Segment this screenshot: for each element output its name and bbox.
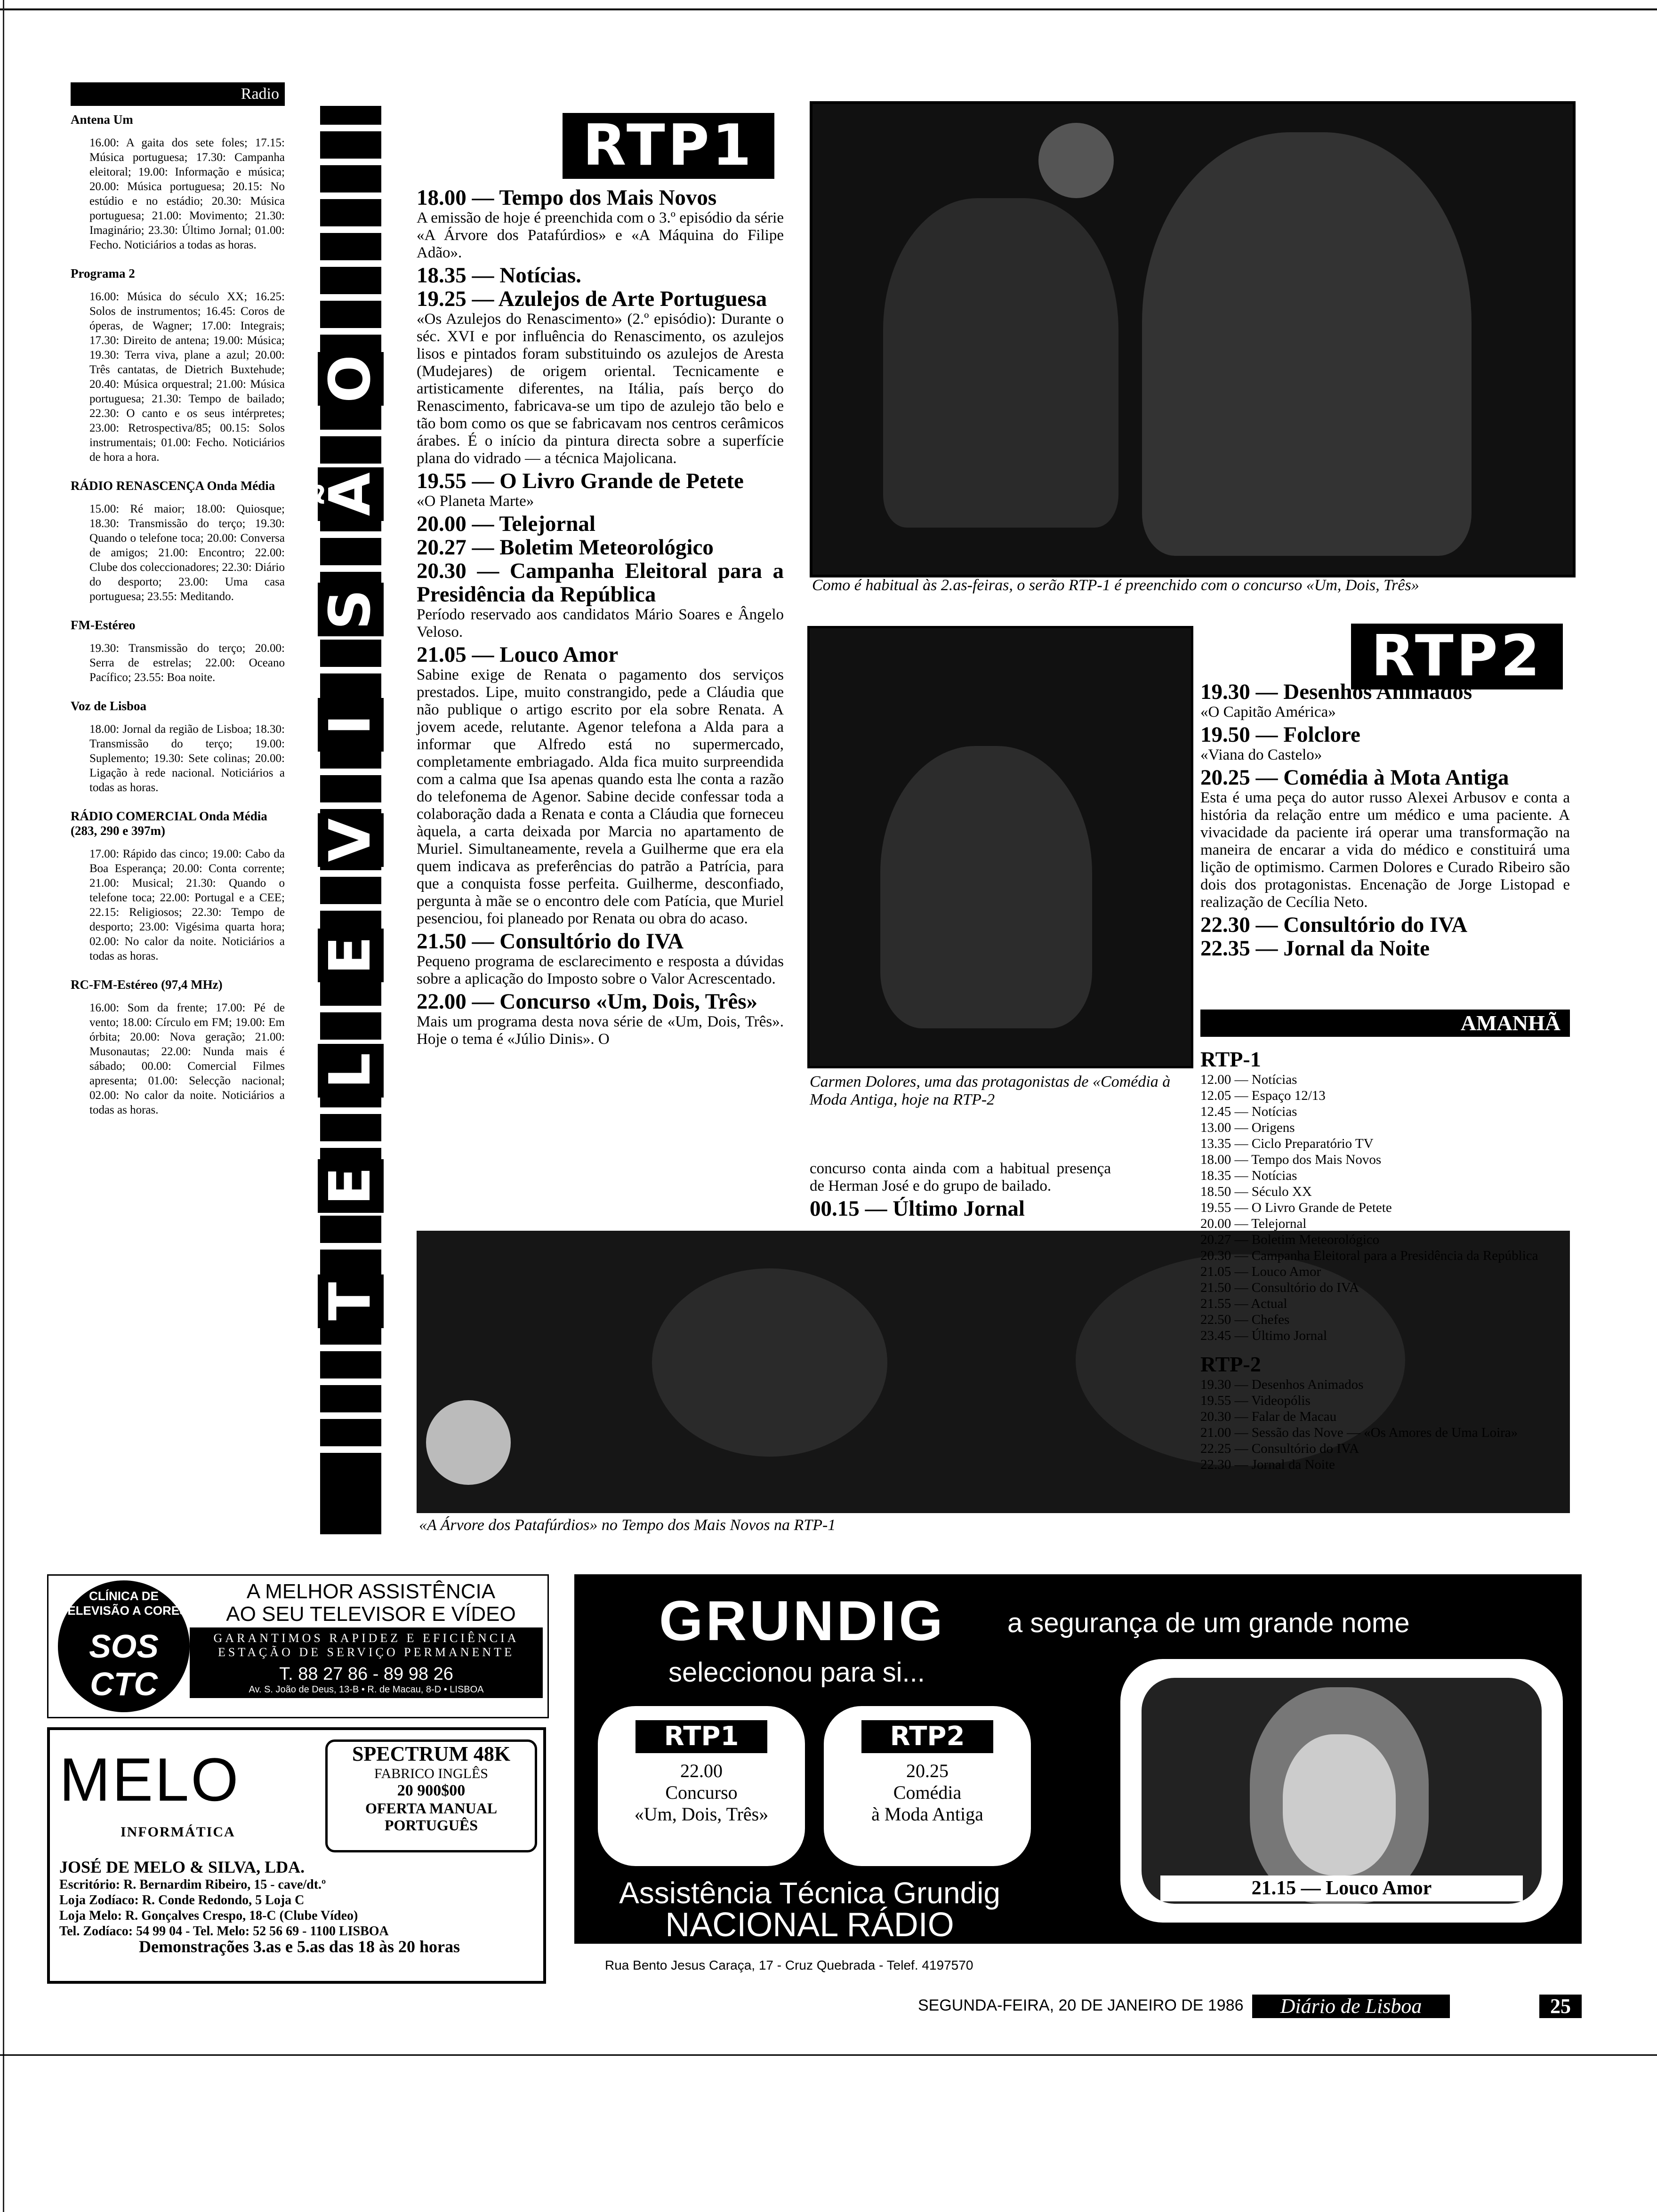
grundig-tv-screen [1142,1678,1542,1904]
radio-station-name: Programa 2 [71,266,135,281]
rtp2-program-list [1200,680,1570,960]
photo-shape [1038,123,1114,198]
banner-stripe [320,1243,381,1250]
banner-stripe [320,531,381,538]
melo-box-line3: OFERTA MANUAL PORTUGUÊS [365,1800,498,1834]
amanha-item: 12.05 — Espaço 12/13 [1200,1088,1326,1103]
rtp1-continuation [810,1160,1111,1220]
melo-addr-1: Escritório: R. Bernardim Ribeiro, 15 - cave/dt.º [59,1877,326,1892]
banner-stripe [320,769,381,775]
amanha-item: 18.00 — Tempo dos Mais Novos [1200,1152,1382,1167]
banner-stripe [320,226,381,233]
melo-box-line2: 20 900$00 [397,1782,466,1799]
amanha-rtp1-label: RTP-1 [1200,1047,1261,1071]
program-description: concurso conta ainda com a habitual presença de Herman José e do grupo de bailado. [810,1160,1111,1194]
program-title: 20.27 — Boletim Meteorológico [417,535,714,560]
grundig-radio: NACIONAL RÁDIO [665,1906,954,1944]
rtp1-logo: RTP1 [563,113,774,179]
grundig-brand: GRUNDIG [659,1589,946,1652]
radio-header: Radio [71,82,285,106]
melo-company: JOSÉ DE MELO & SILVA, LDA. [59,1858,305,1876]
photo-shape [652,1268,887,1457]
radio-station-name: RÁDIO COMERCIAL Onda Média (283, 290 e 397m) [71,809,267,838]
grundig-tv-rtp2 [824,1706,1031,1866]
radio-station-schedule: 18.00: Jornal da região de Lisboa; 18.30: Transmissão do terço; 19.00: Suplemento; 19.30: Sete colinas; 20.00: Ligação à rede nacional. Noticiários a todas as horas. [89,723,285,794]
program-description: «O Planeta Marte» [417,493,534,510]
banner-letter: E [318,1159,384,1213]
program-title: 00.15 — Último Jornal [810,1196,1025,1221]
left-edge-line [3,0,4,2212]
amanha-item: 21.05 — Louco Amor [1200,1264,1321,1279]
banner-letter: Ã [318,467,384,521]
footer-date: SEGUNDA-FEIRA, 20 DE JANEIRO DE 1986 [918,1996,1244,2014]
amanha-rtp2-items [1200,1377,1570,1473]
grundig-tv2-line1: Comédia [893,1782,962,1803]
sos-address: Av. S. João de Deus, 13-B • R. de Macau, 8-D • LISBOA [249,1684,484,1695]
program-title: 20.25 — Comédia à Mota Antiga [1200,765,1509,790]
grundig-tv1-time: 22.00 [680,1760,723,1781]
melo-logo: MELO [59,1745,241,1814]
grundig-tv2-time: 20.25 [906,1760,949,1781]
program-description: «O Capitão América» [1200,704,1336,721]
caption-arvore: «A Árvore dos Patafúrdios» no Tempo dos Mais Novos na RTP-1 [419,1516,836,1534]
radio-station-schedule: 15.00: Ré maior; 18.00: Quiosque; 18.30: Transmissão do terço; 19.30: Quando o telefone toca; 20.00: Conversa de amigos; 21.00: Encontro; 22.00: Clube dos coleccionadores; 22.30: Diário do desporto; 23.00: Uma casa portuguesa; 23.55: Meditando. [89,503,285,603]
grundig-tv-rtp1 [598,1706,805,1866]
amanha-item: 20.27 — Boletim Meteorológico [1200,1232,1380,1247]
television-banner [320,106,381,1534]
photo-shape [1142,132,1472,556]
amanha-item: 18.35 — Notícias [1200,1168,1297,1183]
banner-letter: T [318,1274,384,1328]
amanha-item: 19.55 — Videopólis [1200,1393,1311,1408]
rtp2-logo: RTP2 [1351,624,1563,689]
amanha-item: 20.00 — Telejornal [1200,1216,1307,1231]
sos-phone: T. 88 27 86 - 89 98 26 [279,1664,453,1684]
radio-station-list [71,112,285,1117]
radio-station-schedule: 16.00: A gaita dos sete foles; 17.15: Música portuguesa; 17.30: Campanha eleitoral; 19.00: Informação e música; 20.00: Música portuguesa; 20.15: No estúdio e no estádio; 20.30: Música portuguesa; 21.00: Movimento; 21.30: Imaginário; 23.30: Último Jornal; 01.00: Fecho. Noticiários a todas as horas. [89,136,285,251]
banner-letter: S [318,583,384,636]
banner-stripe [320,802,381,809]
photo-shape [426,1400,511,1485]
program-title: 21.50 — Consultório do IVA [417,929,684,954]
footer-rule [0,2054,1657,2056]
photo-carmen-dolores [807,626,1193,1068]
grundig-tv-set [1120,1659,1563,1923]
radio-station-schedule: 17.00: Rápido das cinco; 19.00: Cabo da Boa Esperança; 20.00: Conta corrente; 21.00: Musical; 21.30: Quando o telefone toca; 22.00: Portugal e a CEE; 22.15: Religiosos; 22.30: Tempo de desporto; 23.00: Vigésima quarta hora; 02.00: No calor da noite. Noticiários a todas as horas. [89,848,285,962]
sos-headline-1: A MELHOR ASSISTÊNCIA [246,1580,496,1603]
melo-addr-3: Loja Melo: R. Gonçalves Crespo, 18-C (Clube Vídeo) [59,1908,358,1923]
amanha-rtp1-items [1200,1072,1570,1344]
melo-contacts [59,1857,539,1955]
radio-column [71,82,285,1131]
program-description: «Viana do Castelo» [1200,746,1322,763]
amanha-item: 22.30 — Jornal da Noite [1200,1457,1335,1472]
program-description: A emissão de hoje é preenchida com o 3.º episódio da série «A Árvore dos Patafúrdios» e «A Máquina do Filipe Adão». [417,209,784,261]
program-title: 21.05 — Louco Amor [417,642,619,667]
caption-carmen-dolores: Carmen Dolores, uma das protagonistas de «Comédia à Moda Antiga, hoje na RTP-2 [810,1073,1171,1108]
banner-stripe [320,565,381,572]
melo-addr-2: Loja Zodíaco: R. Conde Redondo, 5 Loja C [59,1893,305,1907]
amanha-header: AMANHÃ [1200,1010,1570,1037]
melo-box-line1: FABRICO INGLÊS [374,1766,488,1781]
banner-stripe [320,328,381,335]
banner-stripe [320,1141,381,1148]
program-description: Esta é uma peça do autor russo Alexei Arbusov e conta a história da relação entre um médico e uma paciente. A vivacidade da paciente irá operar uma transformação na maneira de encarar a vida do médico e constituirá uma lição de optimismo. Carmen Dolores e Curado Ribeiro são dois dos protagonistas. Encenação de Jorge Listopad e realização de Cecília Neto. [1200,789,1570,911]
banner-stripe [320,294,381,301]
melo-sub: INFORMÁTICA [121,1824,235,1840]
grundig-address: Rua Bento Jesus Caraça, 17 - Cruz Quebrada - Telef. 4197570 [605,1958,973,1972]
banner-letter: E [318,929,384,982]
rtp1-program-list [417,186,784,1050]
photo-shape [883,198,1118,528]
amanha-item: 13.35 — Ciclo Preparatório TV [1200,1136,1374,1151]
amanha-item: 20.30 — Falar de Macau [1200,1409,1337,1424]
banner-letter: I [318,698,384,752]
amanha-item: 20.30 — Campanha Eleitoral para a Presidência da República [1200,1248,1538,1263]
melo-offer-box [325,1739,537,1852]
banner-stripe [320,192,381,199]
amanha-item: 19.55 — O Livro Grande de Petete [1200,1200,1392,1215]
program-description: Sabine exige de Renata o pagamento dos serviços prestados. Lipe, muito constrangido, pede a Cláudia que não publique o artigo escrito por ela sobre Renata. A jovem acede, relutante. Agenor telefona a Alda para a informar que Alfredo está no supermercado, completamente embriagado. Alda fica muito surpreendida com a calma que Isa apenas quando esta lhe conta a razão do telefonema de Agenor. Sabine decide confessar toda a colaboração dada a Renata e conta a Cláudia que forneceu àquela, a carta deixada por Marcia no apartamento de Muriel. Simultaneamente, revela a Guilherme que era ela quem indicava as preferências do patrão a Patrícia, para que a conquista fosse perfeita. Guilherme, desconfiado, pergunta à mãe se o encontro dele com Patícia, que Muriel pesenciou, foi planeado por Renata ou obra do acaso. [417,666,784,927]
ad-sos-ctc [47,1574,549,1718]
grundig-tv2-logo: RTP2 [861,1720,993,1753]
program-description: «Os Azulejos do Renascimento» (2.º episódio): Durante o séc. XVI e por influência do Renascimento, os azulejos lisos e pintados foram substituindo os azulejos de Aresta (Mudejares) de origem oriental. Tecnicamente e artisticamente diferentes, na Itália, país berço do Renascimento, fabricava-se um tipo de azulejo tão belo e tão bom como os que se fabricavam nos centros cerâmicos árabes. É o início da pintura directa sobre a superfície plana do vidrado — a técnica Majolicana. [417,311,784,467]
program-description: Pequeno programa de esclarecimento e resposta a dúvidas sobre a aplicação do Imposto sobre o Valor Acrescentado. [417,953,784,987]
banner-letter: V [318,813,384,867]
top-rule [0,8,1657,10]
melo-box-title: SPECTRUM 48K [352,1742,511,1765]
amanha-item: 12.00 — Notícias [1200,1072,1297,1087]
program-title: 22.30 — Consultório do IVA [1200,913,1468,937]
banner-stripe [320,430,381,436]
banner-stripe [320,870,381,877]
banner-stripe [320,1345,381,1351]
footer-page-number: 25 [1539,1995,1582,2018]
sos-black-box [190,1627,543,1698]
banner-stripe [320,1378,381,1385]
program-title: 19.50 — Folclore [1200,722,1360,747]
radio-station-schedule: 16.00: Som da frente; 17.00: Pé de vento; 18.00: Círculo em FM; 19.00: Em órbita; 20.00: Nova geração; 21.00: Musonautas; 22.00: Nunda mais é sábado; 00.00: Comercial Filmes apresenta; 01.00: Selecção nacional; 02.00: No calor da noite. Noticiários a todas as horas. [89,1002,285,1116]
radio-station-name: RC-FM-Estéreo (97,4 MHz) [71,978,223,992]
program-title: 18.35 — Notícias. [417,263,581,288]
amanha-item: 22.25 — Consultório do IVA [1200,1441,1359,1456]
sos-line-1: GARANTIMOS RAPIDEZ E EFICIÊNCIA [213,1631,519,1645]
grundig-tv-caption: 21.15 — Louco Amor [1160,1875,1523,1901]
grundig-assist: Assistência Técnica Grundig [619,1876,1000,1910]
grundig-tv1-line2: «Um, Dois, Três» [634,1803,769,1825]
caption-concurso: Como é habitual às 2.as-feiras, o serão RTP-1 é preenchido com o concurso «Um, Dois, Três» [812,577,1419,594]
program-title: 20.30 — Campanha Eleitoral para a Presidência da República [417,559,784,607]
radio-station-schedule: 19.30: Transmissão do terço; 20.00: Serra de estrelas; 22.00: Oceano Pacífico; 23.55: Boa noite. [89,642,285,684]
sos-logo-circle [58,1580,190,1712]
grundig-tv1-logo: RTP1 [635,1720,767,1753]
amanha-item: 21.00 — Sessão das Nove — «Os Amores de Uma Loira» [1200,1425,1518,1440]
sos-ring-text: CLÍNICA DE TELEVISÃO A CORES [60,1589,188,1618]
program-title: 18.00 — Tempo dos Mais Novos [417,185,717,210]
banner-stripe [320,904,381,911]
radio-station-name: RÁDIO RENASCENÇA Onda Média [71,479,275,493]
banner-letter: L [318,1044,384,1098]
photo-concurso [810,101,1576,577]
ad-grundig [574,1574,1582,1944]
sos-line-2: ESTAÇÃO DE SERVIÇO PERMANENTE [218,1645,515,1659]
amanha-item: 21.50 — Consultório do IVA [1200,1280,1359,1295]
program-title: 19.55 — O Livro Grande de Petete [417,469,744,493]
amanha-rtp2-label: RTP-2 [1200,1352,1261,1376]
program-description: Período reservado aos candidatos Mário Soares e Ângelo Veloso. [417,606,784,641]
amanha-item: 21.55 — Actual [1200,1296,1287,1311]
banner-stripe [320,260,381,267]
footer-masthead: Diário de Lisboa [1252,1995,1450,2018]
radio-station-name: Antena Um [71,112,133,127]
grundig-tv2-line2: à Moda Antiga [871,1803,983,1825]
melo-demo: Demonstrações 3.as e 5.as das 18 às 20 horas [139,1937,460,1956]
banner-letter: O [318,352,384,406]
grundig-tv1-line1: Concurso [665,1782,738,1803]
program-title: 22.35 — Jornal da Noite [1200,936,1430,961]
radio-station-name: Voz de Lisboa [71,699,147,713]
radio-station-schedule: 16.00: Música do século XX; 16.25: Solos de instrumentos; 16.45: Coros de óperas, de Wagner; 17.00: Integrais; 17.30: Direito de antena; 19.00: Música; 19.30: Terra viva, plane a azul; 20.00: Três cantatas, de Dietrich Buxtehude; 20.40: Música orquestral; 21.00: Música portuguesa; 21.30: Tempo de bailado; 22.30: O canto e os seus intérpretes; 23.00: Retrospectiva/85; 00.15: Solos instrumentais; 01.00: Fecho. Noticiários de hora a hora. [89,290,285,464]
amanha-item: 19.30 — Desenhos Animados [1200,1377,1364,1392]
amanha-item: 18.50 — Século XX [1200,1184,1312,1199]
sos-logo-text: SOS CTC [89,1628,159,1702]
sos-headline-2: AO SEU TELEVISOR E VÍDEO [226,1603,516,1626]
banner-stripe [320,1107,381,1114]
ad-melo [47,1727,546,1984]
banner-stripe [320,667,381,673]
radio-station-name: FM-Estéreo [71,618,136,632]
photo-shape [1283,1734,1396,1875]
banner-stripe [320,1446,381,1453]
program-title: 22.00 — Concurso «Um, Dois, Três» [417,989,758,1014]
banner-stripe [320,1412,381,1419]
grundig-tagline: a segurança de um grande nome [1007,1608,1410,1638]
program-description: Mais um programa desta nova série de «Um, Dois, Três». Hoje o tema é «Júlio Dinis». O [417,1013,784,1048]
banner-stripe [320,125,381,131]
amanha-item: 12.45 — Notícias [1200,1104,1297,1119]
amanha-item: 23.45 — Último Jornal [1200,1328,1327,1343]
banner-stripe [320,159,381,165]
banner-stripe [320,1006,381,1012]
program-title: 19.25 — Azulejos de Arte Portuguesa [417,287,767,311]
melo-addr-4: Tel. Zodíaco: 54 99 04 - Tel. Melo: 52 56 69 - 1100 LISBOA [59,1924,389,1939]
amanha-item: 13.00 — Origens [1200,1120,1295,1135]
amanha-list [1200,1042,1570,1473]
grundig-sub: seleccionou para si... [668,1657,925,1688]
program-title: 20.00 — Telejornal [417,512,595,536]
amanha-item: 22.50 — Chefes [1200,1312,1290,1327]
program-title: 19.30 — Desenhos Animados [1200,680,1472,704]
photo-shape [880,746,1092,1028]
